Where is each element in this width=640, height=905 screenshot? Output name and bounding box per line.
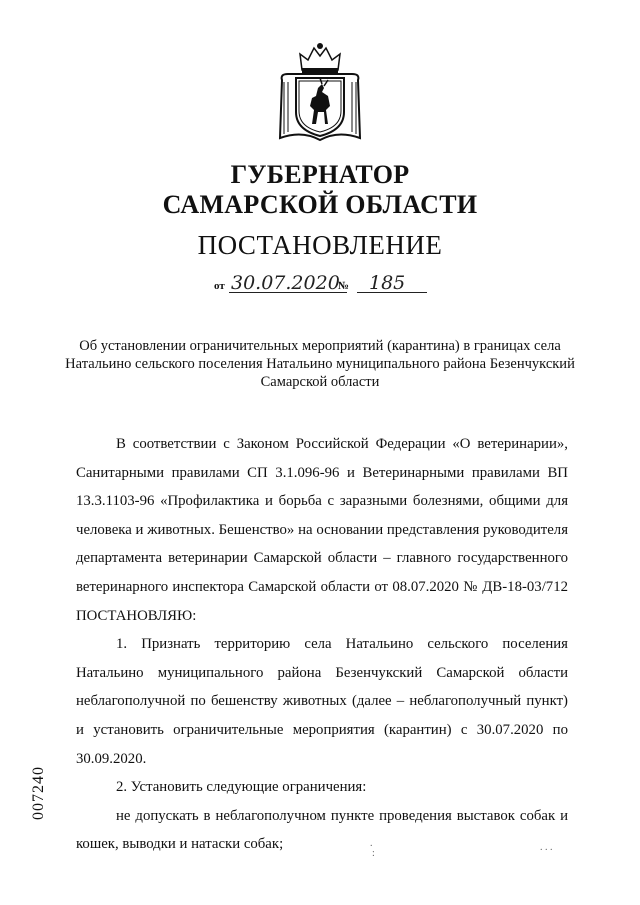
restriction-paragraph: не допускать в неблагополучном пункте проведения выставок собак и кошек, выводки и натаски собак;: [76, 807, 568, 853]
issuer-title-line2: САМАРСКОЙ ОБЛАСТИ: [162, 190, 478, 219]
document-type: ПОСТАНОВЛЕНИЕ: [197, 230, 443, 260]
scan-artifact: .: [370, 838, 373, 849]
scan-artifact: . . .: [540, 842, 553, 853]
number-label: №: [338, 280, 350, 292]
document-body: [76, 430, 568, 859]
date-label: от: [214, 280, 225, 292]
preamble-paragraph: В соответствии с Законом Российской Федерации «О ветеринарии», Санитарными правилами СП 3.1.096-96 и Ветеринарными правилами ВП 13.3.1103-96 «Профилактика и борьба с заразными болезнями, общими для человека и животных. Бешенство» на основании представления руководителя департамента ветеринарии Самарской области – главного государственного ветеринарного инспектора Самарской области от 08.07.2020 № ДВ-18-03/712 ПОСТАНОВЛЯЮ:: [76, 436, 568, 624]
side-registration-stamp: 007240: [30, 766, 47, 820]
scan-artifact: :: [372, 848, 375, 859]
document-subject: Об установлении ограничительных мероприятий (карантина) в границах села Натальино сельского поселения Натальино муниципального района Безенчукский Самарской области: [65, 338, 575, 390]
samara-coat-of-arms-icon: [278, 40, 362, 146]
clause-1-paragraph: 1. Признать территорию села Натальино сельского поселения Натальино муниципального района Безенчукский Самарской области неблагополучной по бешенству животных (далее – неблагополучный пункт) и установить ограничительные мероприятия (карантин) с 30.07.2020 по 30.09.2020.: [76, 636, 568, 767]
date-number-line: [214, 272, 434, 294]
issuer-title-line1: ГУБЕРНАТОР: [230, 160, 410, 189]
handwritten-date: 30.07.2020: [231, 272, 340, 294]
clause-2-paragraph: 2. Установить следующие ограничения:: [116, 779, 367, 796]
handwritten-number: 185: [369, 272, 406, 294]
